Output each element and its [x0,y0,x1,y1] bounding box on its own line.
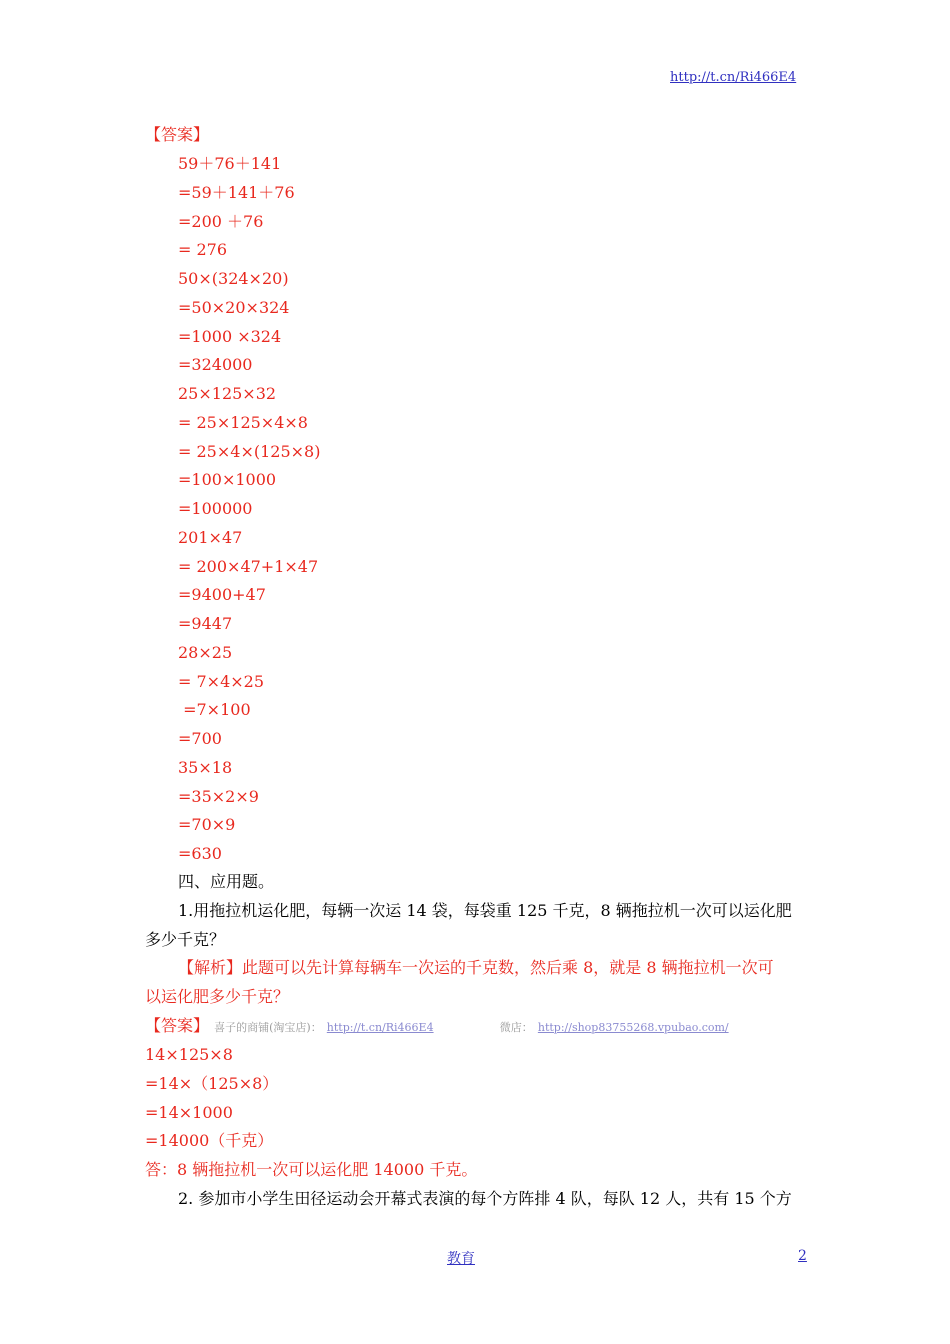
watermark-weidian-text: 微店： [499,1021,533,1034]
calc-line: 25×125×32 [178,384,277,403]
watermark-shop-link[interactable]: http://t.cn/Ri466E4 [326,1021,434,1034]
page-number: 2 [798,1248,807,1264]
question-1-line-2: 多少千克？ [145,930,226,949]
calc-line: =35×2×9 [178,787,259,806]
calc-line: = 7×4×25 [178,672,265,691]
header-link[interactable]: http://t.cn/Ri466E4 [670,70,797,85]
calc-line: =59＋141＋76 [178,183,295,202]
calc-line: =100×1000 [178,470,277,489]
calc-line: 35×18 [178,758,233,777]
calc-line: =200 ＋76 [178,212,264,231]
step-1: 14×125×8 [145,1045,233,1064]
calc-line: =50×20×324 [178,298,290,317]
calc-line: 28×25 [178,643,233,662]
question-2-line-1: 2. 参加市小学生田径运动会开幕式表演的每个方阵排 4 队，每队 12 人，共有 15 个方 [178,1189,792,1208]
calc-line: =1000 ×324 [178,327,282,346]
calc-line: =700 [178,729,222,748]
step-4: =14000（千克） [145,1131,274,1150]
calc-line: = 276 [178,240,228,259]
answer-row [145,1016,729,1038]
step-3: =14×1000 [145,1103,233,1122]
answer-label-2: 【答案】 [145,1016,210,1035]
conclusion: 答：8 辆拖拉机一次可以运化肥 14000 千克。 [145,1160,478,1179]
calc-line: =100000 [178,499,253,518]
calc-line: 59＋76＋141 [178,154,282,173]
analysis-line-2: 以运化肥多少千克？ [145,987,290,1006]
calc-line: 201×47 [178,528,243,547]
answer-label: 【答案】 [145,125,210,144]
step-2: =14×（125×8） [145,1074,279,1093]
calc-line: = 25×4×(125×8) [178,442,321,461]
calc-line: =9447 [178,614,233,633]
calc-line: = 200×47+1×47 [178,557,319,576]
calc-line: 50×(324×20) [178,269,289,288]
calc-line: =7×100 [178,700,251,719]
watermark-shop-text: 喜子的商铺(淘宝店)： [214,1021,322,1034]
analysis-line-1: 【解析】此题可以先计算每辆车一次运的千克数，然后乘 8，就是 8 辆拖拉机一次可 [178,958,774,977]
calc-line: = 25×125×4×8 [178,413,308,432]
footer-center-link[interactable]: 教育 [447,1251,475,1267]
calc-line: =630 [178,844,222,863]
calc-line: =9400+47 [178,585,266,604]
question-1-line-1: 1.用拖拉机运化肥，每辆一次运 14 袋，每袋重 125 千克，8 辆拖拉机一次可以运化肥 [178,901,792,920]
calc-line: =70×9 [178,815,236,834]
calc-line: =324000 [178,355,253,374]
section-title: 四、应用题。 [178,872,275,891]
watermark-weidian-link[interactable]: http://shop83755268.vpubao.com/ [537,1021,729,1034]
